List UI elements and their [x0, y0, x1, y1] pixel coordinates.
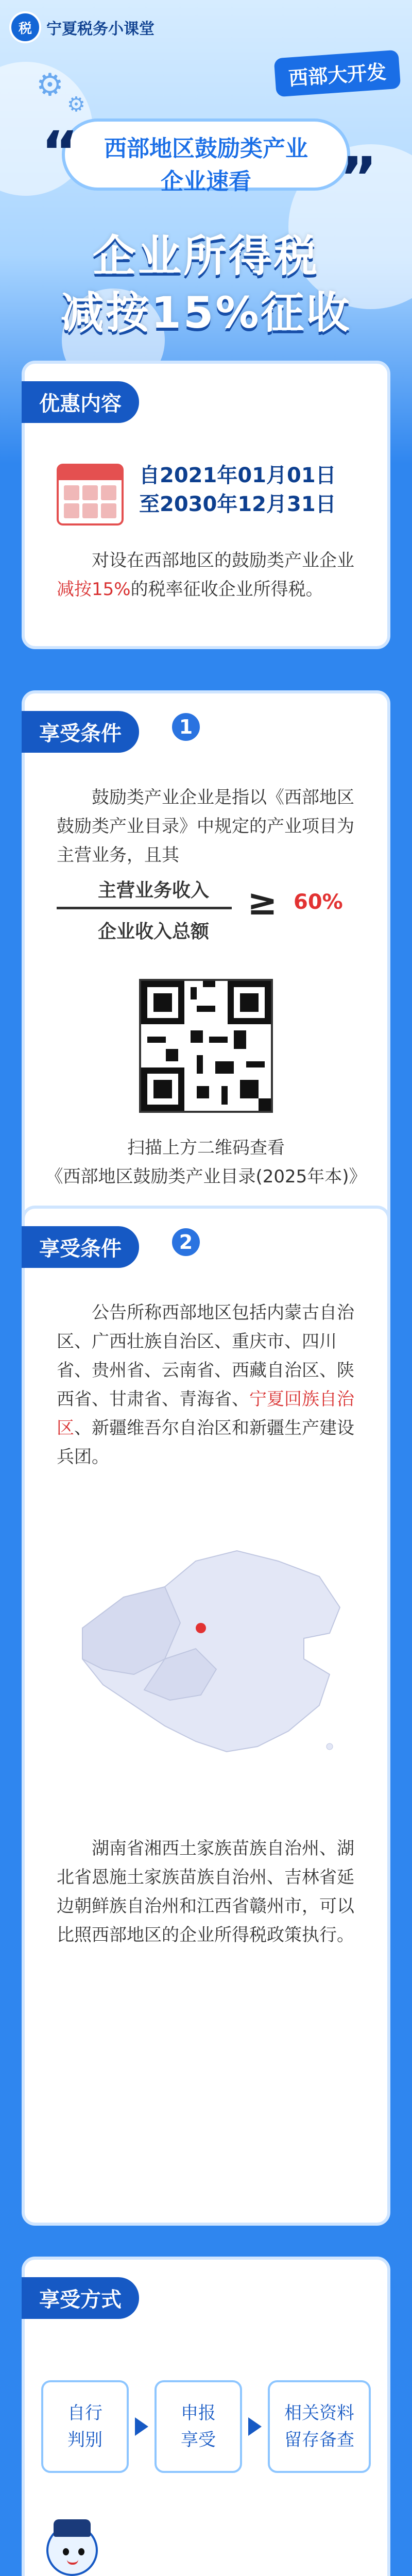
brand	[9, 11, 154, 43]
gear-icon: ⚙	[36, 67, 64, 103]
section-tag-condition2: 享受条件	[22, 1226, 139, 1268]
condition1-number: 1	[170, 711, 202, 743]
fraction-line	[57, 907, 232, 909]
condition2-body: 公告所称西部地区包括内蒙古自治区、广西壮族自治区、重庆市、四川省、贵州省、云南省、西藏自治区、陕西省、甘肃省、青海省、宁夏回族自治区、新疆维吾尔自治区和新疆生产建设兵团。	[57, 1302, 354, 1467]
subtitle-banner	[62, 118, 350, 195]
date-to: 至2030年12月31日	[139, 493, 336, 516]
ge-symbol: ≥	[247, 881, 278, 923]
corner-tag: 西部大开发	[274, 50, 401, 97]
main-title-line2: 减按15%征收	[60, 287, 352, 338]
gear-icon: ⚙	[67, 93, 85, 116]
fraction-denominator: 企业收入总额	[98, 921, 210, 942]
section-tag-condition1: 享受条件	[22, 711, 139, 753]
catalog-qr-code[interactable]	[139, 979, 273, 1113]
tax-logo-icon: 税	[9, 11, 41, 43]
china-map-image	[62, 1540, 350, 1762]
date-from: 自2021年01月01日	[139, 464, 336, 487]
rate-highlight: 减按15%	[57, 579, 131, 600]
brand-name: 宁夏税务小课堂	[46, 20, 154, 38]
condition1-body: 鼓励类产业企业是指以《西部地区鼓励类产业目录》中规定的产业项目为主营业务，且其	[57, 787, 354, 866]
subtitle-line2: 企业速看	[161, 168, 251, 195]
main-title-line1: 企业所得税	[92, 231, 319, 281]
calendar-icon	[57, 464, 124, 526]
ningxia-highlight: 宁夏回族自治区	[57, 1389, 354, 1438]
qr-code-icon	[141, 981, 271, 1111]
fraction-numerator: 主营业务收入	[98, 880, 210, 901]
quote-open-icon: “	[41, 119, 79, 185]
subtitle-line1: 西部地区鼓励类产业	[104, 135, 308, 162]
method-declare: 申报 享受	[154, 2380, 242, 2473]
quote-close-icon: ”	[340, 145, 377, 211]
condition2-body2: 湖南省湘西土家族苗族自治州、湖北省恩施土家族苗族自治州、吉林省延边朝鲜族自治州和江西省赣州市，可以比照西部地区的企业所得税政策执行。	[57, 1838, 354, 1945]
qr-caption-line1: 扫描上方二维码查看	[127, 1138, 285, 1158]
threshold-percent: 60%	[294, 890, 343, 914]
arrow-right-icon	[248, 2417, 262, 2436]
condition2-number: 2	[170, 1226, 202, 1258]
preferential-body: 对设在西部地区的鼓励类产业企业减按15%的税率征收企业所得税。	[57, 550, 354, 600]
method-keep-docs: 相关资料 留存备查	[268, 2380, 371, 2473]
method-self-judge: 自行 判别	[41, 2380, 129, 2473]
date-range	[139, 461, 336, 519]
arrow-right-icon	[135, 2417, 148, 2436]
tax-mascot-avatar	[46, 2524, 98, 2576]
section-tag-methods: 享受方式	[22, 2277, 139, 2319]
qr-caption-line2: 《西部地区鼓励类产业目录(2025年本)》	[45, 1166, 367, 1187]
section-tag-preferential: 优惠内容	[22, 381, 139, 423]
